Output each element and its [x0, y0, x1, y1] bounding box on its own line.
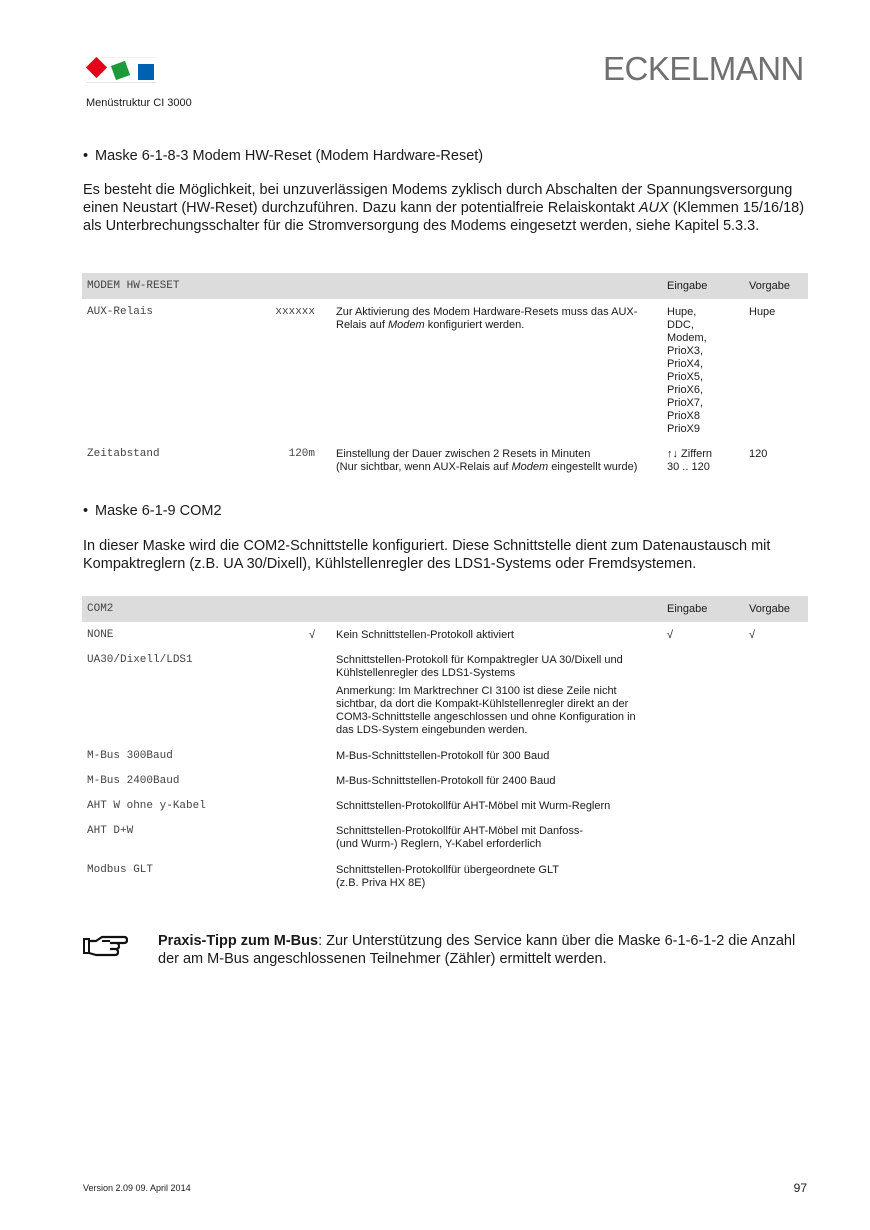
row-input-options: Hupe, DDC, Modem, PrioX3, PrioX4, PrioX5, PrioX6, PrioX7, PrioX8 PrioX9: [667, 306, 707, 435]
row-name: AHT D+W: [87, 825, 134, 837]
column-header-default: Vorgabe: [749, 603, 790, 615]
row-default: 120: [749, 448, 768, 460]
row-description: Kein Schnittstellen-Protokoll aktiviert: [336, 629, 514, 641]
row-input-range: ↑↓ Ziffern 30 .. 120: [667, 448, 713, 473]
page-number: 97: [793, 1181, 807, 1195]
company-logo: [86, 57, 156, 83]
row-name: Modbus GLT: [87, 864, 154, 876]
footer-version: Version 2.09 09. April 2014: [83, 1183, 191, 1193]
row-name: Zeitabstand: [87, 448, 160, 460]
row-name: AHT W ohne y-Kabel: [87, 800, 206, 812]
practice-tip: Praxis-Tipp zum M-Bus: Zur Unterstützung des Service kann über die Maske 6-1-6-1-2 die Anzahl der am M-Bus angeschlossenen Teilnehmer (Zähler) ermittelt werden.: [158, 933, 796, 967]
row-description: M-Bus-Schnittstellen-Protokoll für 300 Baud: [336, 750, 550, 762]
document-subtitle: Menüstruktur CI 3000: [86, 97, 192, 109]
row-name: M-Bus 300Baud: [87, 750, 173, 762]
table-title: MODEM HW-RESET: [87, 280, 180, 292]
section-paragraph-modem-reset: Es besteht die Möglichkeit, bei unzuverlässigen Modems zyklisch durch Abschalten der Spannungsversorgung einen Neustart (HW-Reset) durchzuführen. Dazu kann der potentialfreie Relaiskontakt AUX (Klemmen 15/16/18) als Unterbrechungsschalter für die Stromversorgung des Modems eingesetzt werden, siehe Kapitel 5.3.3.: [83, 182, 805, 234]
column-header-default: Vorgabe: [749, 280, 790, 292]
row-description: Zur Aktivierung des Modem Hardware-Resets muss das AUX-Relais auf Modem konfiguriert werden.: [336, 306, 638, 331]
tip-heading: Praxis-Tipp zum M-Bus: [158, 933, 319, 949]
row-description: Einstellung der Dauer zwischen 2 Resets in Minuten (Nur sichtbar, wenn AUX-Relais auf Modem eingestellt wurde): [336, 448, 638, 473]
logo-square-blue: [138, 64, 154, 80]
row-name: NONE: [87, 629, 114, 641]
modem-reset-table: [82, 273, 808, 478]
row-description: Schnittstellen-Protokoll für Kompaktregler UA 30/Dixell und Kühlstellenregler des LDS1-Systems: [336, 654, 623, 679]
row-value: xxxxxx: [275, 306, 315, 318]
row-value-check: √: [308, 629, 315, 641]
row-name: M-Bus 2400Baud: [87, 775, 180, 787]
brand-name: ECKELMANN: [603, 50, 804, 87]
column-header-input: Eingabe: [667, 280, 708, 292]
section-heading-modem-reset: • Maske 6-1-8-3 Modem HW-Reset (Modem Hardware-Reset): [83, 148, 484, 164]
row-description: Schnittstellen-Protokollfür AHT-Möbel mit Wurm-Reglern: [336, 800, 611, 812]
row-default-check: √: [749, 629, 756, 641]
row-name: UA30/Dixell/LDS1: [87, 654, 193, 666]
logo-square-green: [111, 61, 130, 80]
logo-square-red: [86, 57, 107, 78]
row-note: Anmerkung: Im Marktrechner CI 3100 ist diese Zeile nicht sichtbar, da dort die Kompakt-Kühlstellenregler direkt an der COM3-Schnittstelle angeschlossen und ohne Konfiguration in das LDS-System eingebunden werden.: [336, 685, 636, 736]
row-description: Schnittstellen-Protokollfür übergeordnete GLT (z.B. Priva HX 8E): [336, 864, 559, 889]
table-header: [82, 596, 808, 622]
section-paragraph-com2: In dieser Maske wird die COM2-Schnittstelle konfiguriert. Diese Schnittstelle dient zum Datenaustausch mit Kompaktreglern (z.B. UA 30/Dixell), Kühlstellenregler des LDS1-Systems oder Fremdsystemen.: [83, 538, 771, 572]
com2-table: [82, 596, 808, 896]
pointing-hand-icon: [82, 933, 128, 959]
row-name: AUX-Relais: [87, 306, 154, 318]
row-default: Hupe: [749, 306, 776, 318]
table-header: [82, 273, 808, 299]
row-value: 120m: [288, 448, 315, 460]
row-input-check: √: [667, 629, 674, 641]
bullet-dot: •: [83, 503, 89, 519]
section-heading-com2: • Maske 6-1-9 COM2: [83, 503, 222, 519]
bullet-dot: •: [83, 148, 89, 164]
row-description: Schnittstellen-Protokollfür AHT-Möbel mit Danfoss- (und Wurm-) Reglern, Y-Kabel erforderlich: [336, 825, 583, 850]
table-title: COM2: [87, 603, 114, 615]
row-description: M-Bus-Schnittstellen-Protokoll für 2400 Baud: [336, 775, 556, 787]
column-header-input: Eingabe: [667, 603, 708, 615]
